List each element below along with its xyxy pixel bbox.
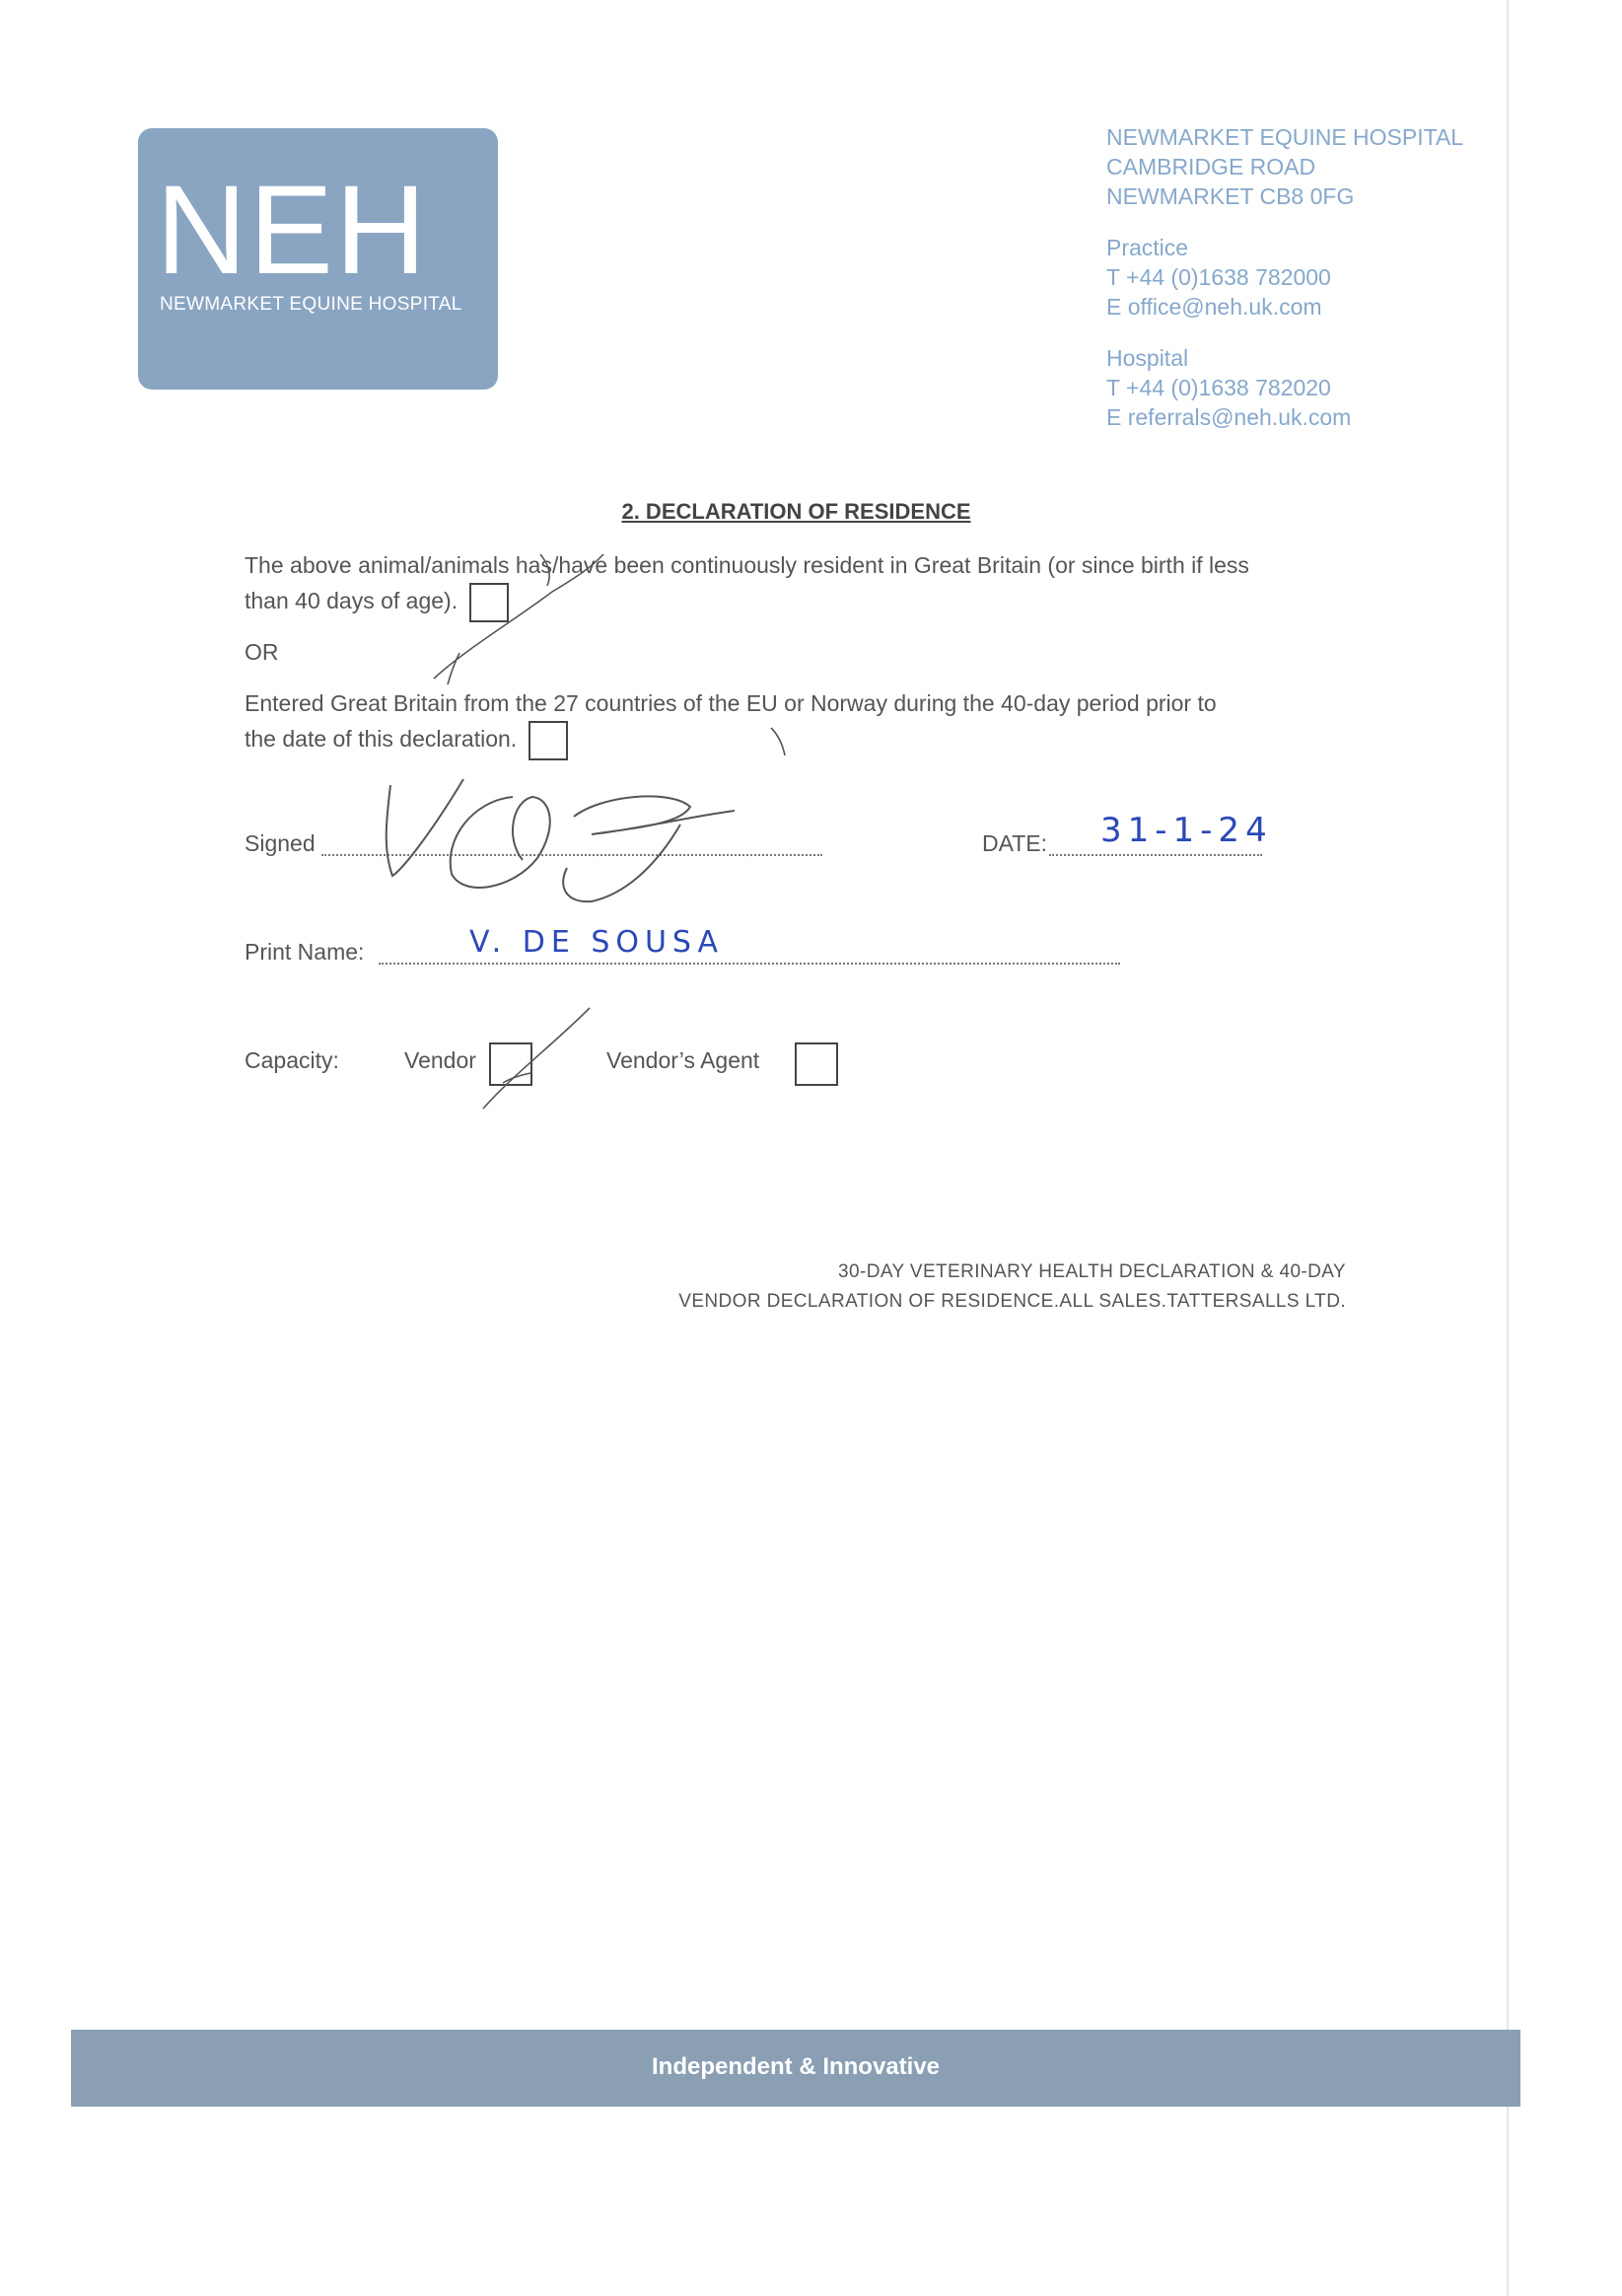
hospital-email: E referrals@neh.uk.com bbox=[1106, 404, 1352, 430]
vendor-checkbox-tick-mark bbox=[483, 1008, 590, 1109]
date-label: DATE: bbox=[982, 830, 1048, 856]
address-line: NEWMARKET EQUINE HOSPITAL bbox=[1106, 124, 1464, 150]
section-title: 2. DECLARATION OF RESIDENCE bbox=[621, 499, 971, 524]
vendor-label: Vendor bbox=[404, 1047, 476, 1073]
address-line: CAMBRIDGE ROAD bbox=[1106, 154, 1316, 179]
print-name-label: Print Name: bbox=[245, 939, 365, 965]
option-entered-pen-stroke-2 bbox=[771, 728, 785, 755]
signature-stroke bbox=[451, 797, 550, 888]
signature-stroke bbox=[563, 825, 680, 901]
footer-band bbox=[71, 2030, 1520, 2107]
signature-stroke bbox=[574, 796, 735, 834]
date-value: 31-1-24 bbox=[1100, 811, 1273, 850]
practice-label: Practice bbox=[1106, 235, 1189, 260]
logo-mark: NEH bbox=[156, 160, 429, 301]
resident-checkbox-strike-mark bbox=[540, 554, 549, 586]
option-entered-pen-stroke bbox=[448, 653, 459, 684]
logo-name: NEWMARKET EQUINE HOSPITAL bbox=[160, 294, 462, 315]
or-label: OR bbox=[245, 639, 279, 665]
resident-checkbox-tick-mark bbox=[434, 554, 603, 679]
option-resident-line: The above animal/animals has/have been continuously resident in Great Britain (or since birth if less bbox=[245, 552, 1249, 578]
footnote-line: 30-DAY VETERINARY HEALTH DECLARATION & 40-DAY bbox=[838, 1261, 1346, 1282]
option-entered-line-end: the date of this declaration. bbox=[245, 726, 518, 753]
capacity-label: Capacity: bbox=[245, 1047, 339, 1073]
option-entered-line: Entered Great Britain from the 27 countries of the EU or Norway during the 40-day period prior to bbox=[245, 690, 1217, 716]
practice-email: E office@neh.uk.com bbox=[1106, 294, 1322, 320]
signed-label: Signed bbox=[245, 830, 316, 856]
address-line: NEWMARKET CB8 0FG bbox=[1106, 183, 1355, 209]
practice-phone: T +44 (0)1638 782000 bbox=[1106, 264, 1331, 290]
footer-tagline: Independent & Innovative bbox=[651, 2053, 941, 2080]
print-name-value: V. DE SOUSA bbox=[469, 925, 725, 960]
hospital-phone: T +44 (0)1638 782020 bbox=[1106, 375, 1331, 400]
option-resident-line-end: than 40 days of age). bbox=[245, 588, 458, 614]
form-footnote bbox=[678, 1257, 1346, 1317]
footnote-line: VENDOR DECLARATION OF RESIDENCE.ALL SALES.TATTERSALLS LTD. bbox=[678, 1291, 1346, 1312]
vendors-agent-label: Vendor’s Agent bbox=[606, 1047, 760, 1073]
hospital-label: Hospital bbox=[1106, 345, 1189, 371]
signature-stroke bbox=[387, 779, 463, 876]
